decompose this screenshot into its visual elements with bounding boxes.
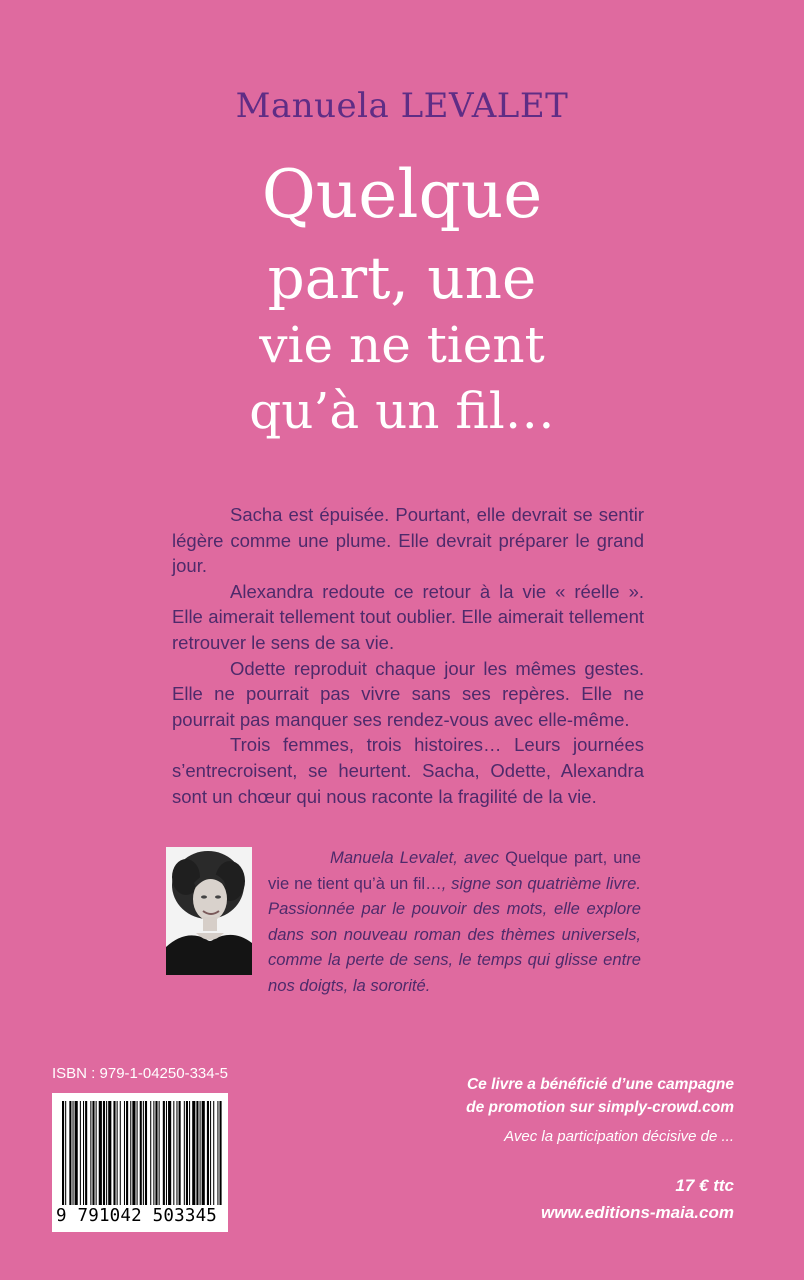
isbn-label: ISBN : 979-1-04250-334-5 [52, 1065, 228, 1082]
book-title-line-1: Quelque [261, 156, 543, 233]
author-photo [166, 847, 252, 975]
book-title-line-4: qu’à un fil… [249, 382, 555, 440]
price: 17 € ttc [675, 1176, 734, 1195]
author-bio [268, 845, 641, 999]
participation-text: Avec la participation décisive de ... [504, 1128, 734, 1145]
back-cover-blurb [172, 502, 644, 809]
promo-line-2: de promotion sur simply-crowd.com [466, 1099, 734, 1116]
bio-book-title: Quelque part, une vie ne tient qu’à un fil… [268, 848, 641, 893]
author-name: Manuela LEVALET [235, 86, 569, 126]
blurb-paragraph-trois-femmes: Trois femmes, trois histoires… Leurs journées s’entrecroisent, se heurtent. Sacha, Odette, Alexandra sont un chœur qui nous raconte la fragilité de la vie. [172, 734, 644, 807]
barcode [52, 1093, 228, 1232]
book-title-line-2: part, une [267, 244, 537, 312]
blurb-paragraph-odette: Odette reproduit chaque jour les mêmes gestes. Elle ne pourrait pas vivre sans ses repères. Elle ne pourrait pas manquer ses rendez-vous avec elle-même. [172, 657, 644, 730]
bio-author-name: Manuela Levalet, avec [330, 848, 506, 867]
blurb-paragraph-sacha: Sacha est épuisée. Pourtant, elle devrait se sentir légère comme une plume. Elle devrait préparer le grand jour. [172, 504, 644, 577]
promo-line-1: Ce livre a bénéficié d’une campagne [466, 1076, 734, 1093]
book-title-line-3: vie ne tient [259, 316, 545, 374]
author-portrait-icon [166, 847, 252, 975]
publisher-website: www.editions-maia.com [540, 1203, 734, 1222]
blurb-paragraph-alexandra: Alexandra redoute ce retour à la vie « réelle ». Elle aimerait tellement tout oublier. Elle aimerait tellement retrouver le sens de sa vie. [172, 580, 644, 653]
barcode-bars-icon [52, 1093, 228, 1205]
bio-text: , signe son quatrième livre. Passionnée par le pouvoir des mots, elle explore dans son nouveau roman des thèmes universels, comme la perte de sens, le temps qui glisse entre nos doigts, la sororité. [268, 873, 641, 995]
promo-text [466, 1073, 734, 1119]
barcode-digits: 9 791042 503345 [56, 1206, 218, 1226]
